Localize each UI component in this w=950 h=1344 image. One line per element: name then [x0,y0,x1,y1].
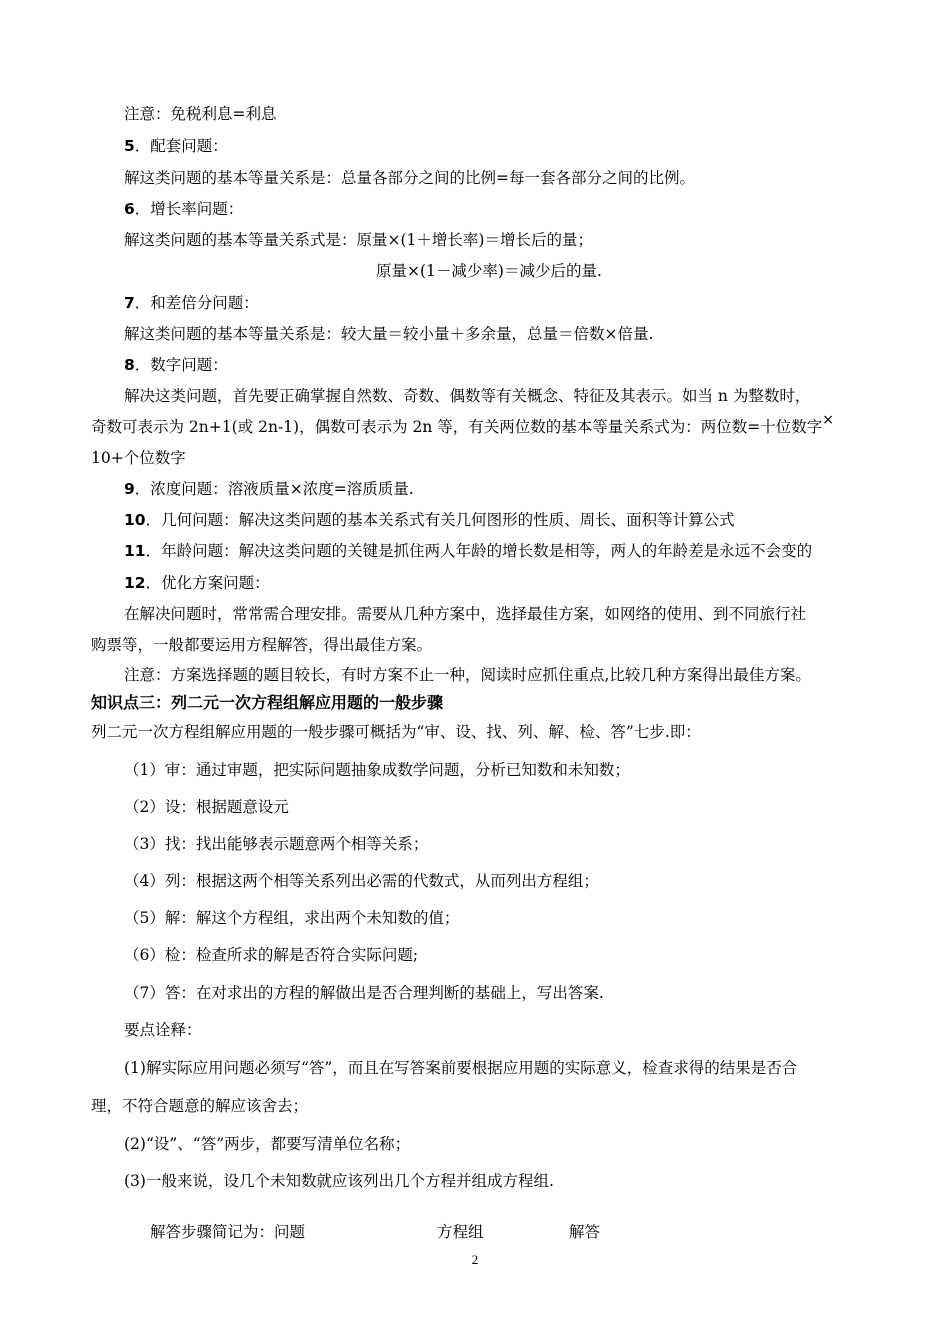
flow-label: 解答步骤简记为：问题 [150,1223,306,1241]
section-8-body-3: 10+个位数字 [91,449,186,467]
section-6-body-1: 解这类问题的基本等量关系式是：原量×(1＋增长率)＝增长后的量； [124,231,593,249]
section-6-title [124,199,243,219]
section-8-body-2-text: 奇数可表示为 2n+1(或 2n-1)，偶数可表示为 2n 等，有关两位数的基本等量关系式为：两位数=十位数字 [91,418,823,436]
section-6-number: 6 [124,200,135,218]
section-9-text: ．浓度问题：溶液质量×浓度=溶质质量. [134,480,414,498]
section-9-number: 9 [124,480,135,498]
step-1: （1）审：通过审题，把实际问题抽象成数学问题，分析已知数和未知数； [124,761,630,779]
section-8-body-1: 解决这类问题，首先要正确掌握自然数、奇数、偶数等有关概念、特征及其表示。如当 n 为整数时， [124,387,811,405]
key-point-3: (3)一般来说，设几个未知数就应该列出几个方程并组成方程组. [124,1172,554,1190]
note-tax-free-interest: 注意：免税利息=利息 [124,105,277,123]
section-5-title-text: ．配套问题： [134,137,228,155]
section-10 [124,510,735,530]
section-7-body: 解这类问题的基本等量关系是：较大量＝较小量＋多余量，总量＝倍数×倍量. [124,325,654,343]
section-12-title [124,573,270,593]
section-8-title [124,355,228,375]
section-10-text: ．几何问题：解决这类问题的基本关系式有关几何图形的性质、周长、面积等计算公式 [145,511,735,529]
section-10-number: 10 [124,511,146,529]
section-5-title [124,136,228,156]
section-11-text: ．年龄问题：解决这类问题的关键是抓住两人年龄的增长数是相等，两人的年龄差是永远不会变的 [145,542,813,560]
key-point-2: (2)“设”、“答”两步，都要写清单位名称； [124,1135,411,1153]
section-5-body: 解这类问题的基本等量关系是：总量各部分之间的比例=每一套各部分之间的比例。 [124,169,695,187]
section-8-number: 8 [124,356,135,374]
section-12-title-text: ．优化方案问题： [145,574,270,592]
section-8-title-text: ．数字问题： [134,356,228,374]
flow-equation-system: 方程组 [437,1223,484,1241]
step-6: （6）检：检查所求的解是否符合实际问题; [124,946,419,964]
section-12-note: 注意：方案选择题的题目较长，有时方案不止一种，阅读时应抓住重点,比较几种方案得出最佳方案。 [124,666,811,684]
section-7-title-text: ．和差倍分问题： [134,294,259,312]
key-point-1a: (1)解实际应用问题必须写“答”，而且在写答案前要根据应用题的实际意义，检查求得的结果是否合 [124,1059,798,1077]
step-4: （4）列：根据这两个相等关系列出必需的代数式，从而列出方程组； [124,872,599,890]
section-12-number: 12 [124,574,146,592]
step-3: （3）找：找出能够表示题意两个相等关系； [124,835,429,853]
section-11-number: 11 [124,542,146,560]
step-7: （7）答：在对求出的方程的解做出是否合理判断的基础上，写出答案. [124,984,604,1002]
section-7-title [124,293,259,313]
flow-answer: 解答 [569,1223,601,1241]
section-11 [124,541,812,561]
step-5: （5）解：解这个方程组，求出两个未知数的值； [124,909,460,927]
key-points-label: 要点诠释： [124,1021,202,1039]
section-12-body-2: 购票等，一般都要运用方程解答，得出最佳方案。 [91,636,433,654]
steps-intro: 列二元一次方程组解应用题的一般步骤可概括为“审、设、找、列、解、检、答”七步.即： [91,723,701,741]
section-6-body-2: 原量×(1－减少率)＝减少后的量. [376,262,602,280]
step-2: （2）设：根据题意设元 [124,798,289,816]
section-8-body-2 [91,412,835,438]
page-number: 2 [471,1252,479,1267]
key-point-1b: 理，不符合题意的解应该舍去； [91,1097,309,1115]
section-5-number: 5 [124,137,135,155]
knowledge-point-3-heading: 知识点三：列二元一次方程组解应用题的一般步骤 [91,693,444,712]
multiply-sign: × [822,412,835,428]
section-9 [124,479,414,499]
section-12-body-1: 在解决问题时，常常需合理安排。需要从几种方案中，选择最佳方案，如网络的使用、到不同旅行社 [124,605,807,623]
section-7-number: 7 [124,294,135,312]
section-6-title-text: ．增长率问题： [134,200,244,218]
